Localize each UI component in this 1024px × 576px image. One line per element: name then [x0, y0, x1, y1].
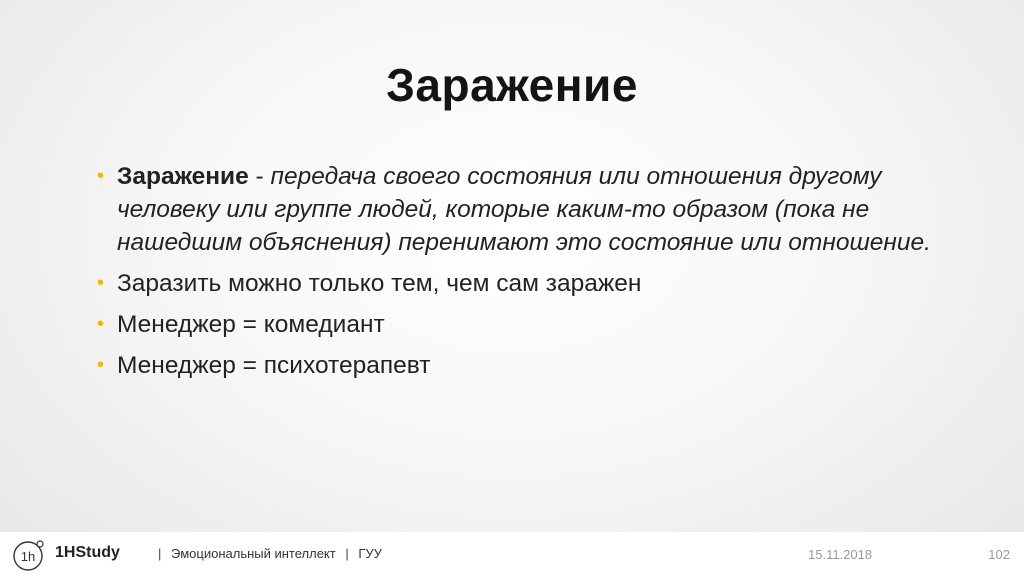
bullet-icon: •	[97, 354, 105, 376]
bullet-text: Менеджер = психотерапевт	[117, 352, 431, 379]
footer-separator: |	[158, 546, 162, 561]
bullet-icon: •	[97, 165, 105, 187]
definition-text: передача своего состояния или отношения другому человеку или группе людей, которые каким-то образом (пока не нашедшим объяснения) перенимают это состояние или отношение.	[117, 163, 931, 256]
slide-footer	[0, 532, 1024, 576]
bullet-icon: •	[97, 272, 105, 294]
brand-name: 1HStudy	[55, 544, 120, 561]
svg-text:1h: 1h	[20, 549, 36, 564]
footer-course	[158, 546, 388, 561]
slide-title: Заражение	[386, 59, 638, 111]
bullet-item	[96, 308, 986, 341]
term: Заражение	[117, 163, 249, 190]
page-number: 102	[988, 547, 1010, 562]
bullet-item	[96, 267, 986, 300]
bullet-text: Заразить можно только тем, чем сам заражен	[117, 270, 642, 297]
1h-logo-icon	[12, 538, 46, 572]
organization: ГУУ	[358, 546, 382, 561]
bullet-list	[96, 160, 986, 390]
course-name: Эмоциональный интеллект	[171, 546, 336, 561]
term-separator: -	[248, 163, 271, 190]
slide-date: 15.11.2018	[808, 547, 873, 562]
footer-separator: |	[345, 546, 349, 561]
bullet-text: Менеджер = комедиант	[117, 311, 385, 338]
bullet-item	[96, 349, 986, 382]
bullet-item-definition	[96, 160, 986, 259]
bullet-icon: •	[97, 313, 105, 335]
